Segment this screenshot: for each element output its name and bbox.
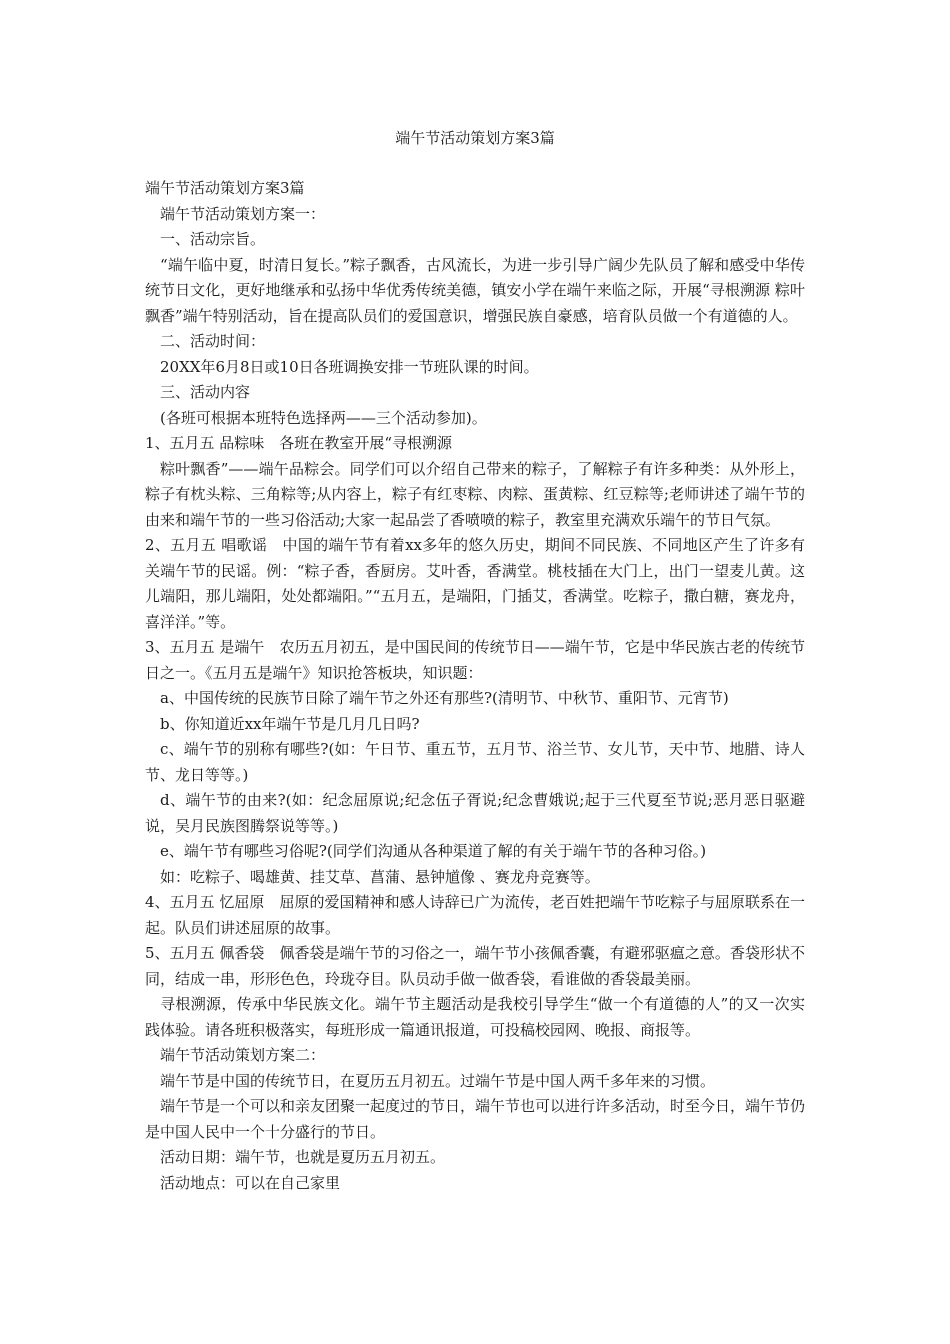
paragraph: 端午节是中国的传统节日，在夏历五月初五。过端午节是中国人两千多年来的习惯。 xyxy=(160,1071,716,1090)
paragraph: d、端午节的由来?(如：纪念屈原说;纪念伍子胥说;纪念曹娥说;起于三代夏至节说;恶月恶日驱避说，吴月民族图腾祭说等等。) xyxy=(145,791,805,835)
paragraph: 5、五月五 佩香袋 佩香袋是端午节的习俗之一，端午节小孩佩香囊，有避邪驱瘟之意。香袋形状不同，结成一串，形形色色，玲珑夺目。队员动手做一做香袋，看谁做的香袋最美丽。 xyxy=(145,944,805,988)
paragraph: 粽叶飘香”——端午品粽会。同学们可以介绍自己带来的粽子，了解粽子有许多种类：从外形上，粽子有枕头粽、三角粽等;从内容上，粽子有红枣粽、肉粽、蛋黄粽、红豆粽等;老师讲述了端午节的由来和端午节的一些习俗活动;大家一起品尝了香喷喷的粽子，教室里充满欢乐端午的节日气氛。 xyxy=(145,459,805,529)
paragraph: 寻根溯源，传承中华民族文化。端午节主题活动是我校引导学生“做一个有道德的人”的又一次实践体验。请各班积极落实，每班形成一篇通讯报道，可投稿校园网、晚报、商报等。 xyxy=(145,995,805,1039)
paragraph: b、你知道近xx年端午节是几月几日吗? xyxy=(160,714,420,733)
paragraph: 端午节活动策划方案3篇 xyxy=(145,179,305,197)
paragraph: c、端午节的别称有哪些?(如：午日节、重五节，五月节、浴兰节、女儿节，天中节、地腊、诗人节、龙日等等。) xyxy=(145,740,805,784)
document-title: 端午节活动策划方案3篇 xyxy=(395,129,555,147)
paragraph: 20XX年6月8日或10日各班调换安排一节班队课的时间。 xyxy=(160,357,539,376)
paragraph: 4、五月五 忆屈原 屈原的爱国精神和感人诗辞已广为流传，老百姓把端午节吃粽子与屈原联系在一起。队员们讲述屈原的故事。 xyxy=(145,893,805,937)
paragraph: 2、五月五 唱歌谣 中国的端午节有着xx多年的悠久历史，期间不同民族、不同地区产生了许多有关端午节的民谣。例：“粽子香，香厨房。艾叶香，香满堂。桃枝插在大门上，出门一望麦儿黄。这儿端阳，那儿端阳，处处都端阳。”“五月五，是端阳，门插艾，香满堂。吃粽子，撒白糖，赛龙舟，喜洋洋。”等。 xyxy=(145,536,805,631)
paragraph: e、端午节有哪些习俗呢?(同学们沟通从各种渠道了解的有关于端午节的各种习俗。) xyxy=(160,842,707,860)
paragraph: 一、活动宗旨。 xyxy=(160,230,266,248)
paragraph: 如：吃粽子、喝雄黄、挂艾草、菖蒲、悬钟馗像 、赛龙舟竞赛等。 xyxy=(160,867,600,886)
paragraph: 端午节活动策划方案一： xyxy=(160,204,326,223)
paragraph: 1、五月五 品粽味 各班在教室开展“寻根溯源 xyxy=(145,434,452,452)
paragraph: 二、活动时间： xyxy=(160,332,266,350)
paragraph: 端午节活动策划方案二： xyxy=(160,1046,326,1064)
paragraph: (各班可根据本班特色选择两——三个活动参加)。 xyxy=(160,408,487,427)
paragraph: 活动地点：可以在自己家里 xyxy=(160,1173,341,1192)
paragraph: 端午节是一个可以和亲友团聚一起度过的节日，端午节也可以进行许多活动，时至今日，端午节仍是中国人民中一个十分盛行的节日。 xyxy=(145,1097,806,1141)
document-body xyxy=(145,176,805,1196)
paragraph: a、中国传统的民族节日除了端午节之外还有那些?(清明节、中秋节、重阳节、元宵节) xyxy=(160,689,729,707)
paragraph: “端午临中夏，时清日复长。”粽子飘香，古风流长，为进一步引导广阔少先队员了解和感受中华传统节日文化，更好地继承和弘扬中华优秀传统美德，镇安小学在端午来临之际，开展“寻根溯源 粽叶飘香”端午特别活动，旨在提高队员们的爱国意识，增强民族自豪感，培育队员做一个有道德的人。 xyxy=(145,255,805,325)
paragraph: 活动日期：端午节，也就是夏历五月初五。 xyxy=(160,1148,446,1166)
paragraph: 3、五月五 是端午 农历五月初五，是中国民间的传统节日——端午节，它是中华民族古老的传统节日之一。《五月五是端午》知识抢答板块，知识题： xyxy=(145,638,805,682)
paragraph: 三、活动内容 xyxy=(160,383,251,401)
